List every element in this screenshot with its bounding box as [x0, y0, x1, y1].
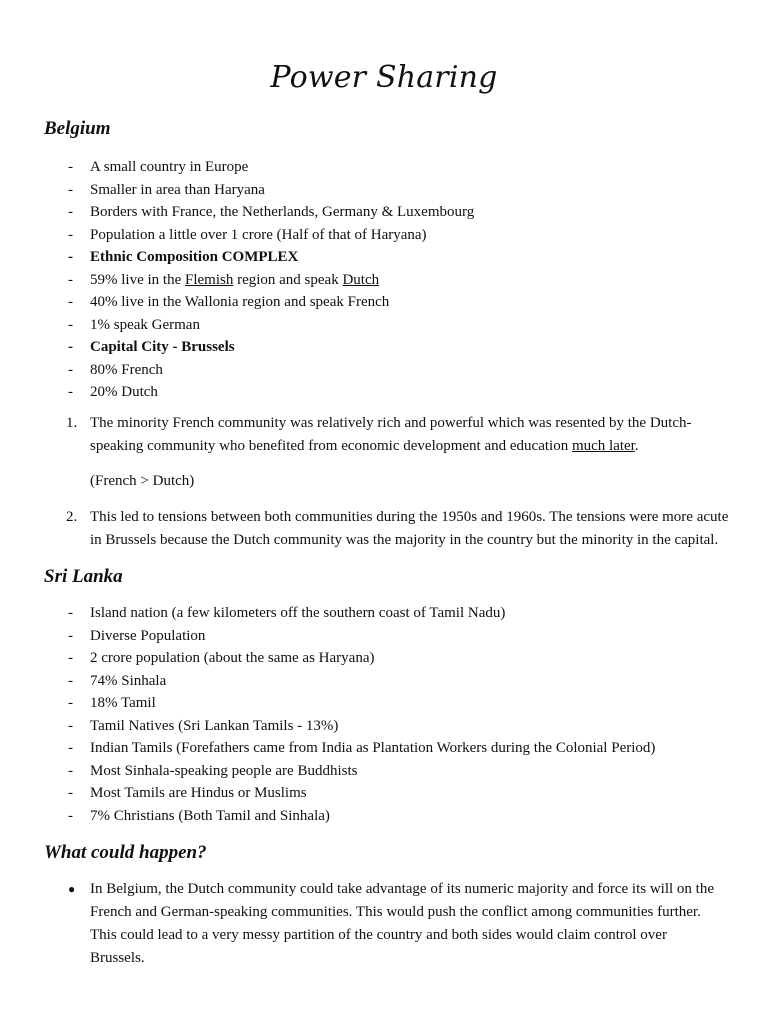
- dutch-link-text: Dutch: [342, 271, 380, 288]
- point-1-text: The minority French community was relatively rich and powerful which was resented by the Dutch-speaking community who benefited from economic development and education much later.: [90, 415, 692, 454]
- bullet-icon: ●: [68, 882, 76, 896]
- flemish-link-text: Flemish: [184, 271, 234, 288]
- srilanka-list: [0, 602, 768, 827]
- point-2-number: 2.: [66, 509, 78, 525]
- list-item: - Diverse Population: [68, 627, 206, 644]
- belgium-list: [0, 156, 768, 404]
- list-item: - 1% speak German: [68, 316, 200, 333]
- point-1-number: 1.: [66, 415, 78, 431]
- list-item: - Island nation (a few kilometers off the southern coast of Tamil Nadu): [68, 605, 506, 621]
- heading-what-could-happen: What could happen?: [44, 842, 207, 863]
- what-could-happen-text: In Belgium, the Dutch community could take advantage of its numeric majority and force its will on the French and German-speaking communities. This would push the conflict among communities further. This could lead to a very messy partition of the country and both sides would claim control over Brussels.: [90, 881, 715, 966]
- page-title: Power Sharing: [270, 60, 498, 95]
- list-item: - Most Sinhala-speaking people are Buddhists: [68, 762, 358, 779]
- list-item: - Borders with France, the Netherlands, Germany & Luxembourg: [68, 204, 475, 220]
- heading-belgium: Belgium: [44, 118, 111, 139]
- list-item: - Tamil Natives (Sri Lankan Tamils - 13%): [68, 717, 339, 734]
- list-item: - Ethnic Composition COMPLEX: [68, 249, 299, 265]
- point-2-text: This led to tensions between both communities during the 1950s and 1960s. The tensions were more acute in Brussels because the Dutch community was the majority in the country but the minority in the capital.: [90, 509, 729, 548]
- list-item: - 80% French: [68, 361, 163, 378]
- list-item: - Indian Tamils (Forefathers came from India as Plantation Workers during the Colonial Period): [68, 740, 656, 756]
- list-item: - 20% Dutch: [68, 384, 158, 400]
- french-dutch-note: (French > Dutch): [90, 473, 195, 489]
- list-item: - 74% Sinhala: [68, 672, 167, 689]
- list-item-flemish: - 59% live in the Flemish region and speak Dutch: [68, 271, 380, 288]
- list-item: - Most Tamils are Hindus or Muslims: [68, 785, 307, 801]
- list-item: - 40% live in the Wallonia region and speak French: [68, 294, 390, 310]
- list-item: - 2 crore population (about the same as Haryana): [68, 650, 375, 666]
- list-item: - 7% Christians (Both Tamil and Sinhala): [68, 807, 330, 824]
- list-item: - Population a little over 1 crore (Half of that of Haryana): [68, 226, 427, 243]
- list-item: - 18% Tamil: [68, 695, 156, 711]
- heading-sri-lanka: Sri Lanka: [44, 566, 123, 587]
- list-item: - A small country in Europe: [68, 159, 249, 175]
- list-item: - Smaller in area than Haryana: [68, 181, 265, 198]
- list-item: - Capital City - Brussels: [68, 339, 235, 355]
